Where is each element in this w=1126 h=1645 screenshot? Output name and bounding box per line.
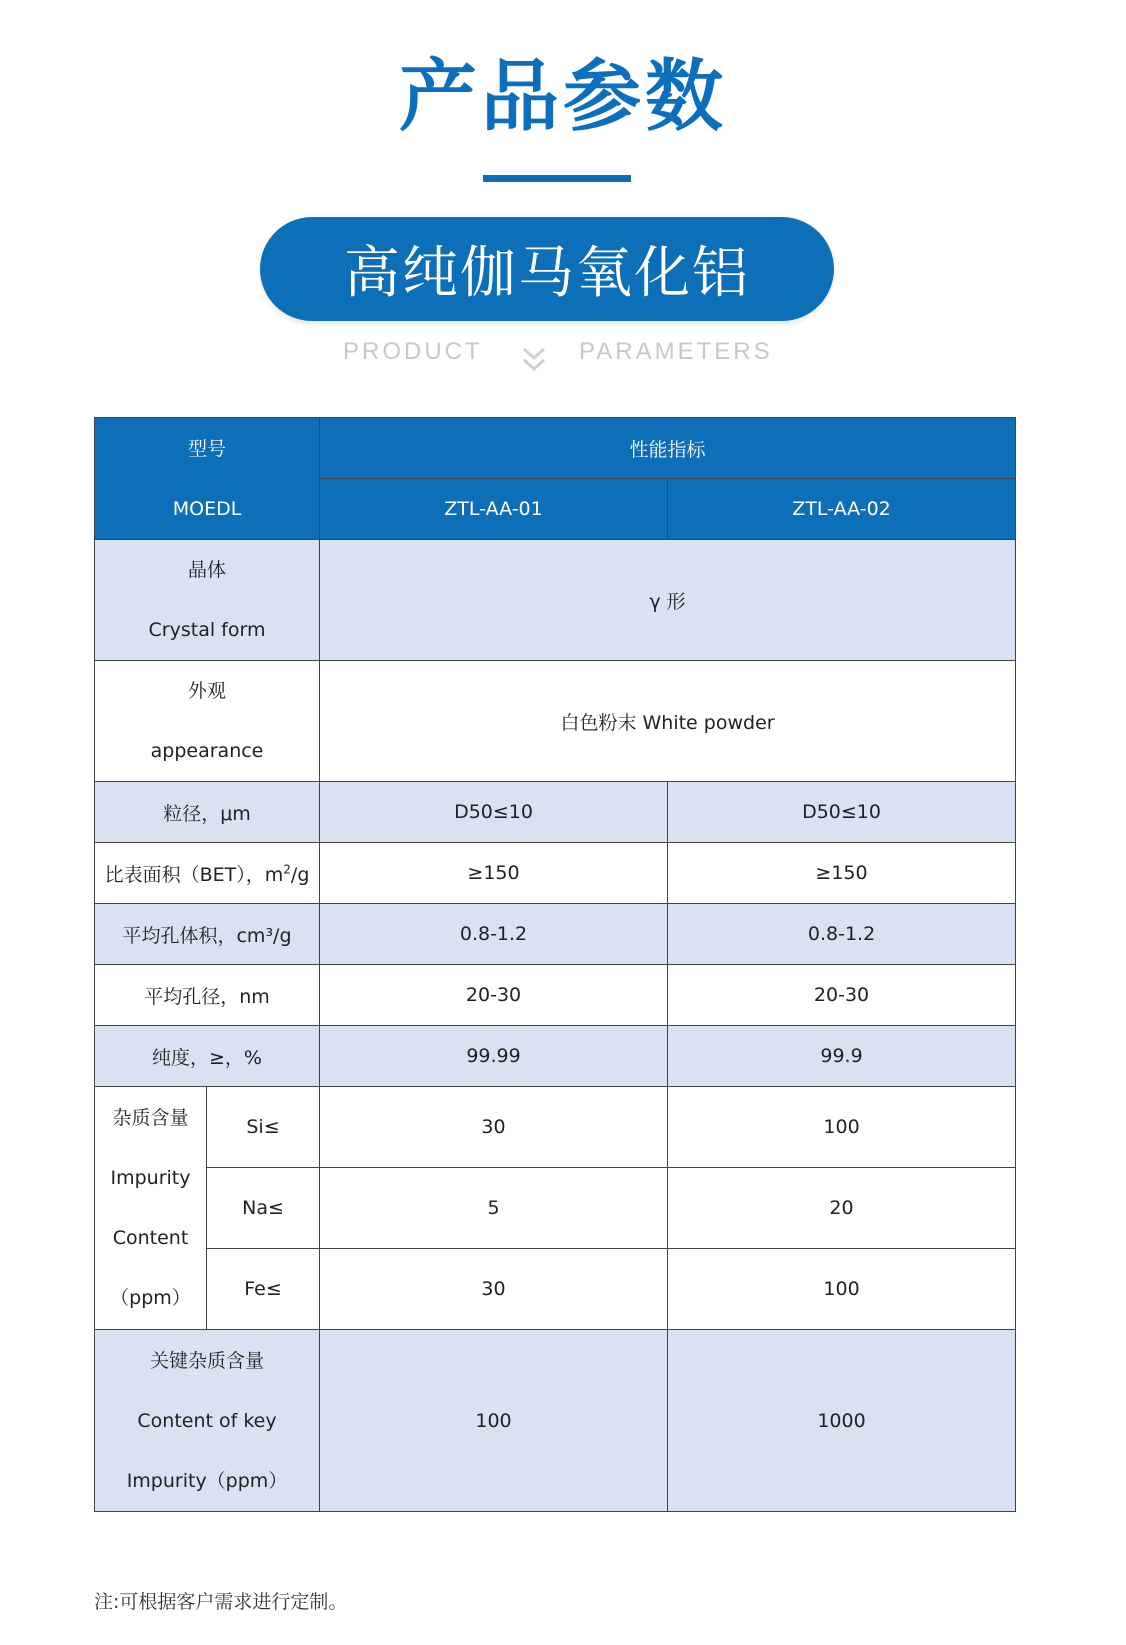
key-impurity-value-1: 100 (320, 1330, 668, 1512)
pore-volume-value-2: 0.8-1.2 (668, 904, 1016, 965)
pore-volume-label: 平均孔体积，cm³/g (95, 904, 320, 965)
model-2-header: ZTL-AA-02 (668, 479, 1016, 540)
purity-value-2: 99.9 (668, 1026, 1016, 1087)
impurity-label-line: 杂质含量 (112, 1107, 189, 1129)
crystal-value: γ 形 (320, 540, 1016, 661)
product-name-banner (260, 217, 834, 321)
impurity-na-value-2: 20 (668, 1168, 1016, 1249)
appearance-value: 白色粉末 White powder (320, 661, 1016, 782)
footnote: 注:可根据客户需求进行定制。 (94, 1591, 348, 1613)
bet-label-unit: /g (290, 863, 310, 886)
impurity-element-si: Si≤ (207, 1087, 320, 1168)
product-name: 高纯伽马氧化铝 (344, 241, 750, 306)
purity-label: 纯度，≥，% (95, 1026, 320, 1087)
particle-size-label: 粒径，μm (95, 782, 320, 843)
key-impurity-label-line: 关键杂质含量 (150, 1349, 265, 1372)
bet-label (95, 843, 320, 904)
bet-label-sup: 2 (283, 862, 291, 877)
performance-header: 性能指标 (320, 418, 1016, 479)
bet-value-2: ≥150 (668, 843, 1016, 904)
appearance-label-cell (95, 661, 320, 782)
impurity-element-fe: Fe≤ (207, 1249, 320, 1330)
model-label-en: MOEDL (172, 497, 242, 520)
bet-label-main: 比表面积（BET），m (104, 863, 284, 886)
model-label-cn: 型号 (188, 437, 227, 460)
pore-volume-value-1: 0.8-1.2 (320, 904, 668, 965)
impurity-label-line: Content (112, 1227, 189, 1249)
impurity-na-value-1: 5 (320, 1168, 668, 1249)
crystal-label-cn: 晶体 (188, 559, 227, 581)
bet-value-1: ≥150 (320, 843, 668, 904)
key-impurity-value-2: 1000 (668, 1330, 1016, 1512)
model-1-header: ZTL-AA-01 (320, 479, 668, 540)
particle-size-value-2: D50≤10 (668, 782, 1016, 843)
purity-value-1: 99.99 (320, 1026, 668, 1087)
pore-size-value-1: 20-30 (320, 965, 668, 1026)
subtitle-product: PRODUCT (343, 338, 483, 365)
appearance-label-en: appearance (150, 740, 264, 762)
impurity-label-line: Impurity (110, 1167, 191, 1189)
impurity-fe-value-1: 30 (320, 1249, 668, 1330)
impurity-label-cell (95, 1087, 207, 1330)
crystal-label-cell (95, 540, 320, 661)
appearance-label-cn: 外观 (188, 680, 227, 702)
title-underline (483, 175, 631, 182)
pore-size-label: 平均孔径，nm (95, 965, 320, 1026)
chevron-down-icon (520, 345, 548, 375)
parameters-table (94, 417, 1016, 1512)
impurity-si-value-1: 30 (320, 1087, 668, 1168)
subtitle-parameters: PARAMETERS (579, 338, 773, 365)
impurity-label-line: （ppm） (110, 1287, 191, 1309)
particle-size-value-1: D50≤10 (320, 782, 668, 843)
model-header-cell (95, 418, 320, 540)
key-impurity-label-line: Content of key (137, 1409, 277, 1432)
impurity-fe-value-2: 100 (668, 1249, 1016, 1330)
impurity-element-na: Na≤ (207, 1168, 320, 1249)
crystal-label-en: Crystal form (148, 619, 266, 641)
impurity-si-value-2: 100 (668, 1087, 1016, 1168)
key-impurity-label-line: Impurity（ppm） (126, 1469, 288, 1492)
pore-size-value-2: 20-30 (668, 965, 1016, 1026)
page-title: 产品参数 (398, 52, 727, 142)
key-impurity-label-cell (95, 1330, 320, 1512)
